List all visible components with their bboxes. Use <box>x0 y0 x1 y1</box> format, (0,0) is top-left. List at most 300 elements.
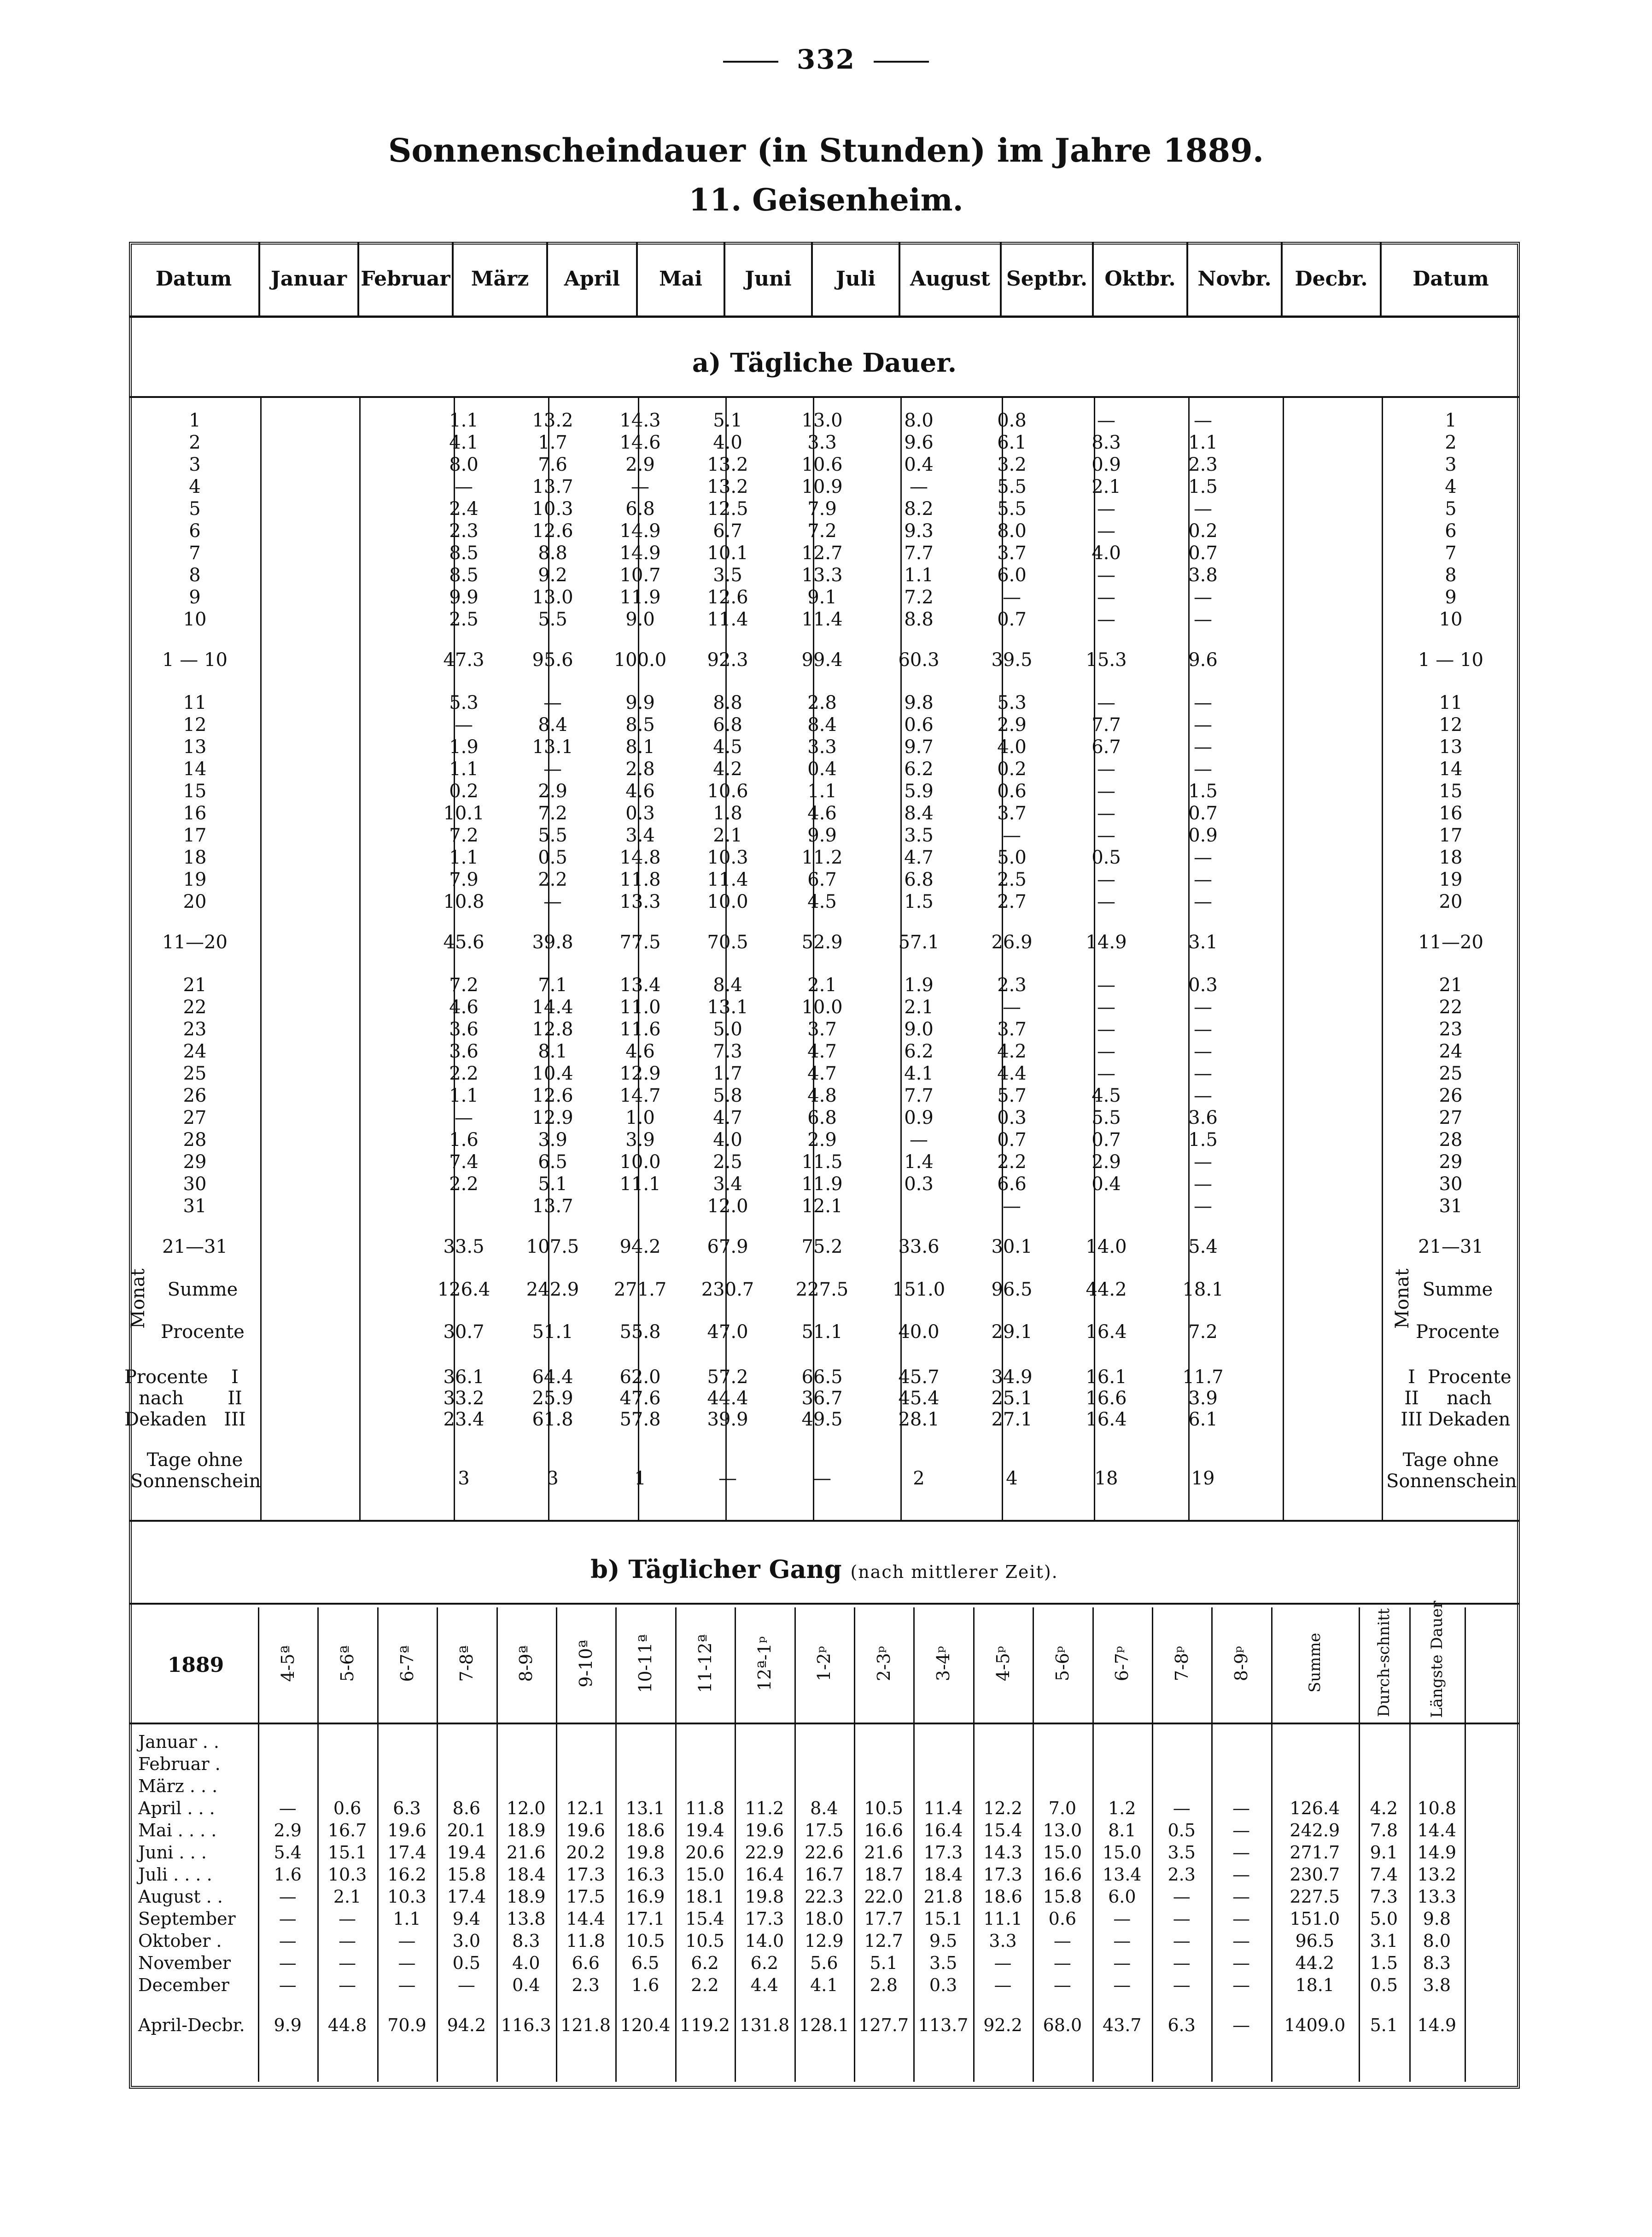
cell-decbr: — <box>1194 692 1212 713</box>
cell-septbr: 1.9 <box>904 975 934 996</box>
header-februar: Februar <box>359 242 454 315</box>
monat-procente-mai: 51.1 <box>532 1321 573 1343</box>
table-b-cell: 11.2 <box>745 1798 784 1818</box>
cell-august: 2.8 <box>807 692 837 713</box>
table-b-cell: 18.1 <box>685 1887 724 1907</box>
dekade-I-oktbr: 34.9 <box>991 1367 1033 1388</box>
table-b-month-label: November <box>138 1953 231 1973</box>
table-b-month-label: Januar . . <box>138 1732 219 1752</box>
table-b-cell: — <box>1232 1798 1250 1818</box>
cell-septbr: 4.1 <box>904 1063 934 1084</box>
decade-sum-label-right: 21—31 <box>1418 1236 1483 1257</box>
day-label-left: 17 <box>183 825 207 846</box>
dekaden-label-right: nach <box>1447 1388 1492 1409</box>
cell-mai: 13.2 <box>532 410 573 431</box>
cell-juni: 14.8 <box>619 847 661 868</box>
table-b-cell: 44.2 <box>1295 1953 1335 1973</box>
table-b-total-cell: 9.9 <box>274 2015 302 2035</box>
cell-oktbr: 4.2 <box>997 1041 1027 1062</box>
cell-april: 7.2 <box>449 975 479 996</box>
table-b-total-cell: 94.2 <box>447 2015 486 2035</box>
cell-septbr: 7.7 <box>904 543 934 564</box>
cell-april: 1.1 <box>449 847 479 868</box>
table-b-cell: 16.4 <box>923 1820 963 1840</box>
monat-procente-oktbr: 29.1 <box>991 1321 1033 1343</box>
table-b-total-cell: 119.2 <box>680 2015 730 2035</box>
table-b-cell: 6.2 <box>691 1953 719 1973</box>
table-b-month-label: December <box>138 1975 229 1995</box>
cell-mai: 8.8 <box>538 543 567 564</box>
day-label-left: 27 <box>183 1107 207 1128</box>
cell-decbr: — <box>1194 714 1212 736</box>
dekade-I-novbr: 16.1 <box>1086 1367 1127 1388</box>
cell-decbr: 0.2 <box>1188 520 1218 542</box>
day-label-left: 7 <box>189 543 201 564</box>
dekade-III-novbr: 16.4 <box>1086 1409 1127 1430</box>
cell-juni: 6.8 <box>625 498 655 520</box>
table-b-cell: 17.1 <box>625 1909 665 1929</box>
table-b-cell: — <box>1232 1820 1250 1840</box>
cell-juli: 10.0 <box>707 891 748 912</box>
table-b-cell: 96.5 <box>1295 1931 1335 1951</box>
decade-sum-septbr: 33.6 <box>898 1236 940 1257</box>
table-b-head-col: 4-5ᵖ <box>992 1646 1013 1682</box>
cell-juli: 10.1 <box>707 543 748 564</box>
cell-novbr: 5.5 <box>1092 1107 1121 1128</box>
cell-juni: 4.6 <box>625 1041 655 1062</box>
cell-juni: 14.6 <box>619 432 661 453</box>
table-b-month-label: August . . <box>138 1887 223 1907</box>
table-b-cell: 16.6 <box>864 1820 903 1840</box>
tage-ohne-juli: — <box>718 1468 737 1489</box>
day-label-right: 8 <box>1445 565 1457 586</box>
table-b-cell: 13.8 <box>506 1909 546 1929</box>
day-label-left: 28 <box>183 1129 207 1151</box>
table-b-cell: — <box>1053 1953 1071 1973</box>
cell-novbr: 2.9 <box>1092 1151 1121 1173</box>
dekade-III-april: 23.4 <box>443 1409 485 1430</box>
table-b-cell: 6.5 <box>631 1953 660 1973</box>
table-b-head-col: 3-4ᵖ <box>933 1646 954 1682</box>
cell-august: 10.9 <box>801 476 843 497</box>
cell-juni: 11.0 <box>619 997 661 1018</box>
cell-septbr: 0.6 <box>904 714 934 736</box>
dekaden-label: Dekaden <box>124 1409 207 1430</box>
dekaden-roman-right: I <box>1408 1367 1415 1388</box>
table-b-month-label: September <box>138 1909 236 1929</box>
cell-juli: 10.6 <box>707 781 748 802</box>
cell-april: — <box>455 714 473 736</box>
monat-summe-juli: 230.7 <box>701 1279 754 1300</box>
table-b-cell: — <box>1113 1931 1131 1951</box>
table-b-cell: 2.3 <box>572 1975 600 1995</box>
monat-procente-juni: 55.8 <box>619 1321 661 1343</box>
cell-oktbr: 8.0 <box>997 520 1027 542</box>
cell-juli: 11.4 <box>707 609 748 630</box>
cell-august: 3.3 <box>807 736 837 758</box>
decade-sum-april: 33.5 <box>443 1236 485 1257</box>
table-b-total-cell: 121.8 <box>560 2015 611 2035</box>
table-b-cell: — <box>1113 1953 1131 1973</box>
header-oktbr: Oktbr. <box>1094 242 1188 315</box>
table-b-cell: 9.8 <box>1423 1909 1451 1929</box>
day-label-right: 24 <box>1439 1041 1463 1062</box>
monat-procente-juli: 47.0 <box>707 1321 748 1343</box>
table-b-cell: 19.6 <box>745 1820 784 1840</box>
table-b-cell: — <box>1232 1975 1250 1995</box>
dekade-II-juni: 47.6 <box>619 1388 661 1409</box>
cell-septbr: 3.5 <box>904 825 934 846</box>
cell-novbr: — <box>1097 609 1115 630</box>
cell-juli: 3.4 <box>713 1174 742 1195</box>
cell-juni: 10.7 <box>619 565 661 586</box>
table-b-cell: 14.4 <box>566 1909 605 1929</box>
table-b-total-cell: 5.1 <box>1370 2015 1398 2035</box>
table-b-month-label: Juli . . . . <box>138 1864 212 1885</box>
cell-septbr: 0.3 <box>904 1174 934 1195</box>
day-label-left: 19 <box>183 869 207 890</box>
cell-decbr: 0.7 <box>1188 803 1218 824</box>
day-label-left: 2 <box>189 432 201 453</box>
table-b-cell: 18.7 <box>864 1864 903 1885</box>
day-label-left: 1 <box>189 410 201 431</box>
cell-juli: 11.4 <box>707 869 748 890</box>
table-b-head-col: 10-11ª <box>635 1634 656 1693</box>
cell-august: 7.2 <box>807 520 837 542</box>
day-label-right: 25 <box>1439 1063 1463 1084</box>
cell-septbr: 1.4 <box>904 1151 934 1173</box>
cell-juni: 11.9 <box>619 587 661 608</box>
table-b-cell: 7.8 <box>1370 1820 1398 1840</box>
decade-sum-label: 1 — 10 <box>162 649 228 671</box>
dekaden-roman: III <box>224 1409 246 1430</box>
table-b-cell: 14.4 <box>1417 1820 1457 1840</box>
table-b-head-col: 6-7ᵖ <box>1112 1646 1132 1682</box>
day-label-right: 29 <box>1439 1151 1463 1173</box>
cell-april: 2.2 <box>449 1174 479 1195</box>
table-b-head-col: Summe <box>1305 1633 1324 1693</box>
table-b-head-col: 7-8ª <box>456 1645 477 1682</box>
decade-sum-juni: 77.5 <box>619 932 661 953</box>
monat-label-right: Monat <box>1392 1268 1413 1329</box>
table-b-cell: 1.1 <box>393 1909 421 1929</box>
table-b-cell: — <box>398 1931 416 1951</box>
day-label-left: 6 <box>189 520 201 542</box>
table-b-cell: — <box>457 1975 475 1995</box>
cell-oktbr: 5.5 <box>997 498 1027 520</box>
table-b-cell: 16.2 <box>387 1864 426 1885</box>
dekaden-label-right: Procente <box>1428 1367 1512 1388</box>
table-b-month-label: Oktober . <box>138 1931 222 1951</box>
cell-mai: 7.2 <box>538 803 567 824</box>
table-b-total-label: April-Decbr. <box>138 2015 245 2035</box>
page-number: 332 <box>0 44 1652 75</box>
day-label-right: 5 <box>1445 498 1457 520</box>
table-b-cell: — <box>1173 1909 1191 1929</box>
cell-decbr: 1.1 <box>1188 432 1218 453</box>
cell-mai: 13.0 <box>532 587 573 608</box>
cell-decbr: — <box>1194 587 1212 608</box>
dekade-I-april: 36.1 <box>443 1367 485 1388</box>
table-b-cell: 5.1 <box>870 1953 898 1973</box>
table-a-column-rule <box>260 396 262 1520</box>
table-b-cell: 15.1 <box>923 1909 963 1929</box>
header-april: April <box>548 242 638 315</box>
cell-novbr: 0.7 <box>1092 1129 1121 1151</box>
decade-sum-juli: 92.3 <box>707 649 748 671</box>
table-b-cell: — <box>994 1975 1012 1995</box>
cell-mai: 3.9 <box>538 1129 567 1151</box>
table-b-cell: 4.4 <box>750 1975 779 1995</box>
table-b-cell: 15.4 <box>685 1909 724 1929</box>
table-b-cell: — <box>994 1953 1012 1973</box>
table-b-cell: 9.4 <box>452 1909 481 1929</box>
table-b-cell: 1.2 <box>1108 1798 1136 1818</box>
decade-sum-decbr: 3.1 <box>1188 932 1218 953</box>
table-b-cell: 2.9 <box>274 1820 302 1840</box>
cell-oktbr: 0.6 <box>997 781 1027 802</box>
table-b-cell: 15.8 <box>447 1864 486 1885</box>
monat-summe-august: 227.5 <box>795 1279 849 1300</box>
table-b-head-col: Durch-schnitt <box>1374 1608 1393 1717</box>
cell-juli: 13.2 <box>707 454 748 475</box>
cell-decbr: — <box>1194 1063 1212 1084</box>
table-b-cell: 10.3 <box>327 1864 367 1885</box>
cell-septbr: 4.7 <box>904 847 934 868</box>
cell-august: 4.7 <box>807 1063 837 1084</box>
table-b-cell: — <box>1173 1931 1191 1951</box>
table-b-total-cell: 113.7 <box>918 2015 969 2035</box>
cell-oktbr: 4.0 <box>997 736 1027 758</box>
dekade-III-august: 49.5 <box>801 1409 843 1430</box>
cell-decbr: 0.3 <box>1188 975 1218 996</box>
cell-mai: 7.6 <box>538 454 567 475</box>
day-label-right: 9 <box>1445 587 1457 608</box>
cell-decbr: 0.9 <box>1188 825 1218 846</box>
table-b-cell: 13.1 <box>625 1798 665 1818</box>
day-label-left: 11 <box>183 692 207 713</box>
day-label-right: 15 <box>1439 781 1463 802</box>
dekaden-label: nach <box>139 1388 184 1409</box>
cell-septbr: 9.7 <box>904 736 934 758</box>
cell-august: 7.9 <box>807 498 837 520</box>
dekade-III-mai: 61.8 <box>532 1409 573 1430</box>
cell-septbr: 2.1 <box>904 997 934 1018</box>
section-b-rule <box>129 1603 1520 1605</box>
cell-septbr: 7.2 <box>904 587 934 608</box>
cell-april: — <box>455 1107 473 1128</box>
dekade-I-septbr: 45.7 <box>898 1367 940 1388</box>
cell-novbr: — <box>1097 759 1115 780</box>
table-b-header-rule <box>129 1723 1520 1724</box>
table-b-cell: — <box>1232 1864 1250 1885</box>
monat-summe-novbr: 44.2 <box>1086 1279 1127 1300</box>
dekade-II-novbr: 16.6 <box>1086 1388 1127 1409</box>
cell-novbr: 0.4 <box>1092 1174 1121 1195</box>
table-b-cell: 14.3 <box>983 1842 1022 1863</box>
cell-novbr: 8.3 <box>1092 432 1121 453</box>
tage-ohne-oktbr: 4 <box>1006 1468 1018 1489</box>
table-b-cell: 13.0 <box>1043 1820 1082 1840</box>
cell-august: 12.1 <box>801 1196 843 1217</box>
decade-sum-august: 99.4 <box>801 649 843 671</box>
dekade-II-oktbr: 25.1 <box>991 1388 1033 1409</box>
cell-juli: 1.8 <box>713 803 742 824</box>
decade-sum-septbr: 57.1 <box>898 932 940 953</box>
cell-septbr: 9.6 <box>904 432 934 453</box>
table-b-cell: — <box>398 1953 416 1973</box>
dekade-II-septbr: 45.4 <box>898 1388 940 1409</box>
tage-ohne-decbr: 19 <box>1191 1468 1215 1489</box>
decade-sum-juli: 67.9 <box>707 1236 748 1257</box>
table-b-cell: 5.6 <box>810 1953 838 1973</box>
table-b-cell: 12.9 <box>804 1931 844 1951</box>
table-b-cell: 0.4 <box>512 1975 540 1995</box>
cell-juli: 13.1 <box>707 997 748 1018</box>
cell-juli: 4.7 <box>713 1107 742 1128</box>
table-b-cell: 19.8 <box>745 1887 784 1907</box>
cell-april: 7.2 <box>449 825 479 846</box>
day-label-left: 10 <box>183 609 207 630</box>
table-b-cell: 15.4 <box>983 1820 1022 1840</box>
cell-mai: 8.1 <box>538 1041 567 1062</box>
table-a-column-rule <box>1382 396 1383 1520</box>
cell-oktbr: 4.4 <box>997 1063 1027 1084</box>
cell-august: 4.6 <box>807 803 837 824</box>
table-b-cell: 19.4 <box>447 1842 486 1863</box>
table-a-bottom-rule <box>129 1520 1520 1522</box>
table-b-cell: 17.7 <box>864 1909 903 1929</box>
cell-juni: 14.7 <box>619 1085 661 1106</box>
table-b-cell: — <box>279 1931 297 1951</box>
cell-juni: 11.1 <box>619 1174 661 1195</box>
table-b-cell: 17.4 <box>447 1887 486 1907</box>
cell-juli: 8.4 <box>713 975 742 996</box>
cell-mai: 5.1 <box>538 1174 567 1195</box>
decade-sum-decbr: 5.4 <box>1188 1236 1218 1257</box>
table-b-cell: 7.0 <box>1048 1798 1077 1818</box>
table-b-total-cell: 6.3 <box>1167 2015 1196 2035</box>
cell-august: 10.6 <box>801 454 843 475</box>
table-b-head-col: 4-5ª <box>277 1645 298 1682</box>
monat-summe-decbr: 18.1 <box>1182 1279 1224 1300</box>
table-b-cell: 10.5 <box>685 1931 724 1951</box>
cell-septbr: 9.3 <box>904 520 934 542</box>
cell-august: 4.8 <box>807 1085 837 1106</box>
day-label-left: 15 <box>183 781 207 802</box>
cell-mai: 1.7 <box>538 432 567 453</box>
monat-procente-septbr: 40.0 <box>898 1321 940 1343</box>
cell-novbr: — <box>1097 1019 1115 1040</box>
table-b-head-col: 1-2ᵖ <box>814 1646 835 1682</box>
dekade-II-april: 33.2 <box>443 1388 485 1409</box>
cell-august: 6.7 <box>807 869 837 890</box>
cell-novbr: — <box>1097 565 1115 586</box>
table-b-cell: 3.5 <box>929 1953 957 1973</box>
table-a-column-rule <box>359 396 361 1520</box>
table-b-cell: 12.2 <box>983 1798 1022 1818</box>
table-b-cell: 17.4 <box>387 1842 426 1863</box>
decade-sum-novbr: 14.9 <box>1086 932 1127 953</box>
cell-april: 1.1 <box>449 759 479 780</box>
day-label-right: 30 <box>1439 1174 1463 1195</box>
header-juni: Juni <box>725 242 813 315</box>
section-b-note: (nach mittlerer Zeit). <box>850 1562 1058 1582</box>
cell-septbr: 9.0 <box>904 1019 934 1040</box>
cell-oktbr: — <box>1003 587 1021 608</box>
table-b-cell: — <box>1173 1798 1191 1818</box>
decade-sum-novbr: 15.3 <box>1086 649 1127 671</box>
cell-novbr: 6.7 <box>1092 736 1121 758</box>
cell-septbr: 8.2 <box>904 498 934 520</box>
table-b-cell: 271.7 <box>1290 1842 1340 1863</box>
cell-septbr: — <box>910 476 928 497</box>
table-b-cell: 2.8 <box>870 1975 898 1995</box>
cell-mai: 0.5 <box>538 847 567 868</box>
cell-oktbr: 3.7 <box>997 543 1027 564</box>
table-b-cell: 11.1 <box>983 1909 1022 1929</box>
table-b-cell: 11.8 <box>566 1931 605 1951</box>
cell-oktbr: 2.7 <box>997 891 1027 912</box>
table-b-cell: 10.3 <box>387 1887 426 1907</box>
cell-august: 2.9 <box>807 1129 837 1151</box>
cell-novbr: — <box>1097 825 1115 846</box>
decade-sum-decbr: 9.6 <box>1188 649 1218 671</box>
table-b-cell: — <box>1232 1909 1250 1929</box>
table-b-cell: 3.1 <box>1370 1931 1398 1951</box>
cell-decbr: — <box>1194 1019 1212 1040</box>
table-b-cell: 230.7 <box>1290 1864 1340 1885</box>
cell-decbr: — <box>1194 1151 1212 1173</box>
table-b-total-cell: 44.8 <box>327 2015 367 2035</box>
table-b-cell: 10.5 <box>625 1931 665 1951</box>
table-b-cell: 0.6 <box>1048 1909 1077 1929</box>
cell-novbr: — <box>1097 1063 1115 1084</box>
cell-novbr: 4.5 <box>1092 1085 1121 1106</box>
table-b-cell: 13.3 <box>1417 1887 1457 1907</box>
cell-juni: 9.0 <box>625 609 655 630</box>
table-b-year-label: 1889 <box>167 1653 224 1677</box>
decade-sum-novbr: 14.0 <box>1086 1236 1127 1257</box>
dekaden-label: Procente <box>124 1367 208 1388</box>
cell-april: 2.5 <box>449 609 479 630</box>
day-label-right: 23 <box>1439 1019 1463 1040</box>
dekade-II-august: 36.7 <box>801 1388 843 1409</box>
table-b-cell: — <box>1232 1842 1250 1863</box>
day-label-right: 3 <box>1445 454 1457 475</box>
table-b-cell: 6.0 <box>1108 1887 1136 1907</box>
table-b-cell: 4.1 <box>810 1975 838 1995</box>
table-b-cell: 22.3 <box>804 1887 844 1907</box>
table-b-month-label: April . . . <box>138 1798 215 1818</box>
header-august: August <box>900 242 1002 315</box>
cell-novbr: 0.5 <box>1092 847 1121 868</box>
cell-mai: 7.1 <box>538 975 567 996</box>
table-b-cell: 2.1 <box>333 1887 362 1907</box>
table-b-total-cell: 43.7 <box>1102 2015 1142 2035</box>
table-b-cell: — <box>279 1975 297 1995</box>
cell-decbr: 0.7 <box>1188 543 1218 564</box>
table-b-cell: 2.3 <box>1167 1864 1196 1885</box>
cell-septbr: 6.2 <box>904 759 934 780</box>
day-label-right: 14 <box>1439 759 1463 780</box>
table-b-cell: 13.4 <box>1102 1864 1142 1885</box>
cell-april: 3.6 <box>449 1041 479 1062</box>
cell-juni: 4.6 <box>625 781 655 802</box>
table-b-cell: 6.3 <box>393 1798 421 1818</box>
table-b-cell: 17.3 <box>566 1864 605 1885</box>
table-b-cell: 4.2 <box>1370 1798 1398 1818</box>
